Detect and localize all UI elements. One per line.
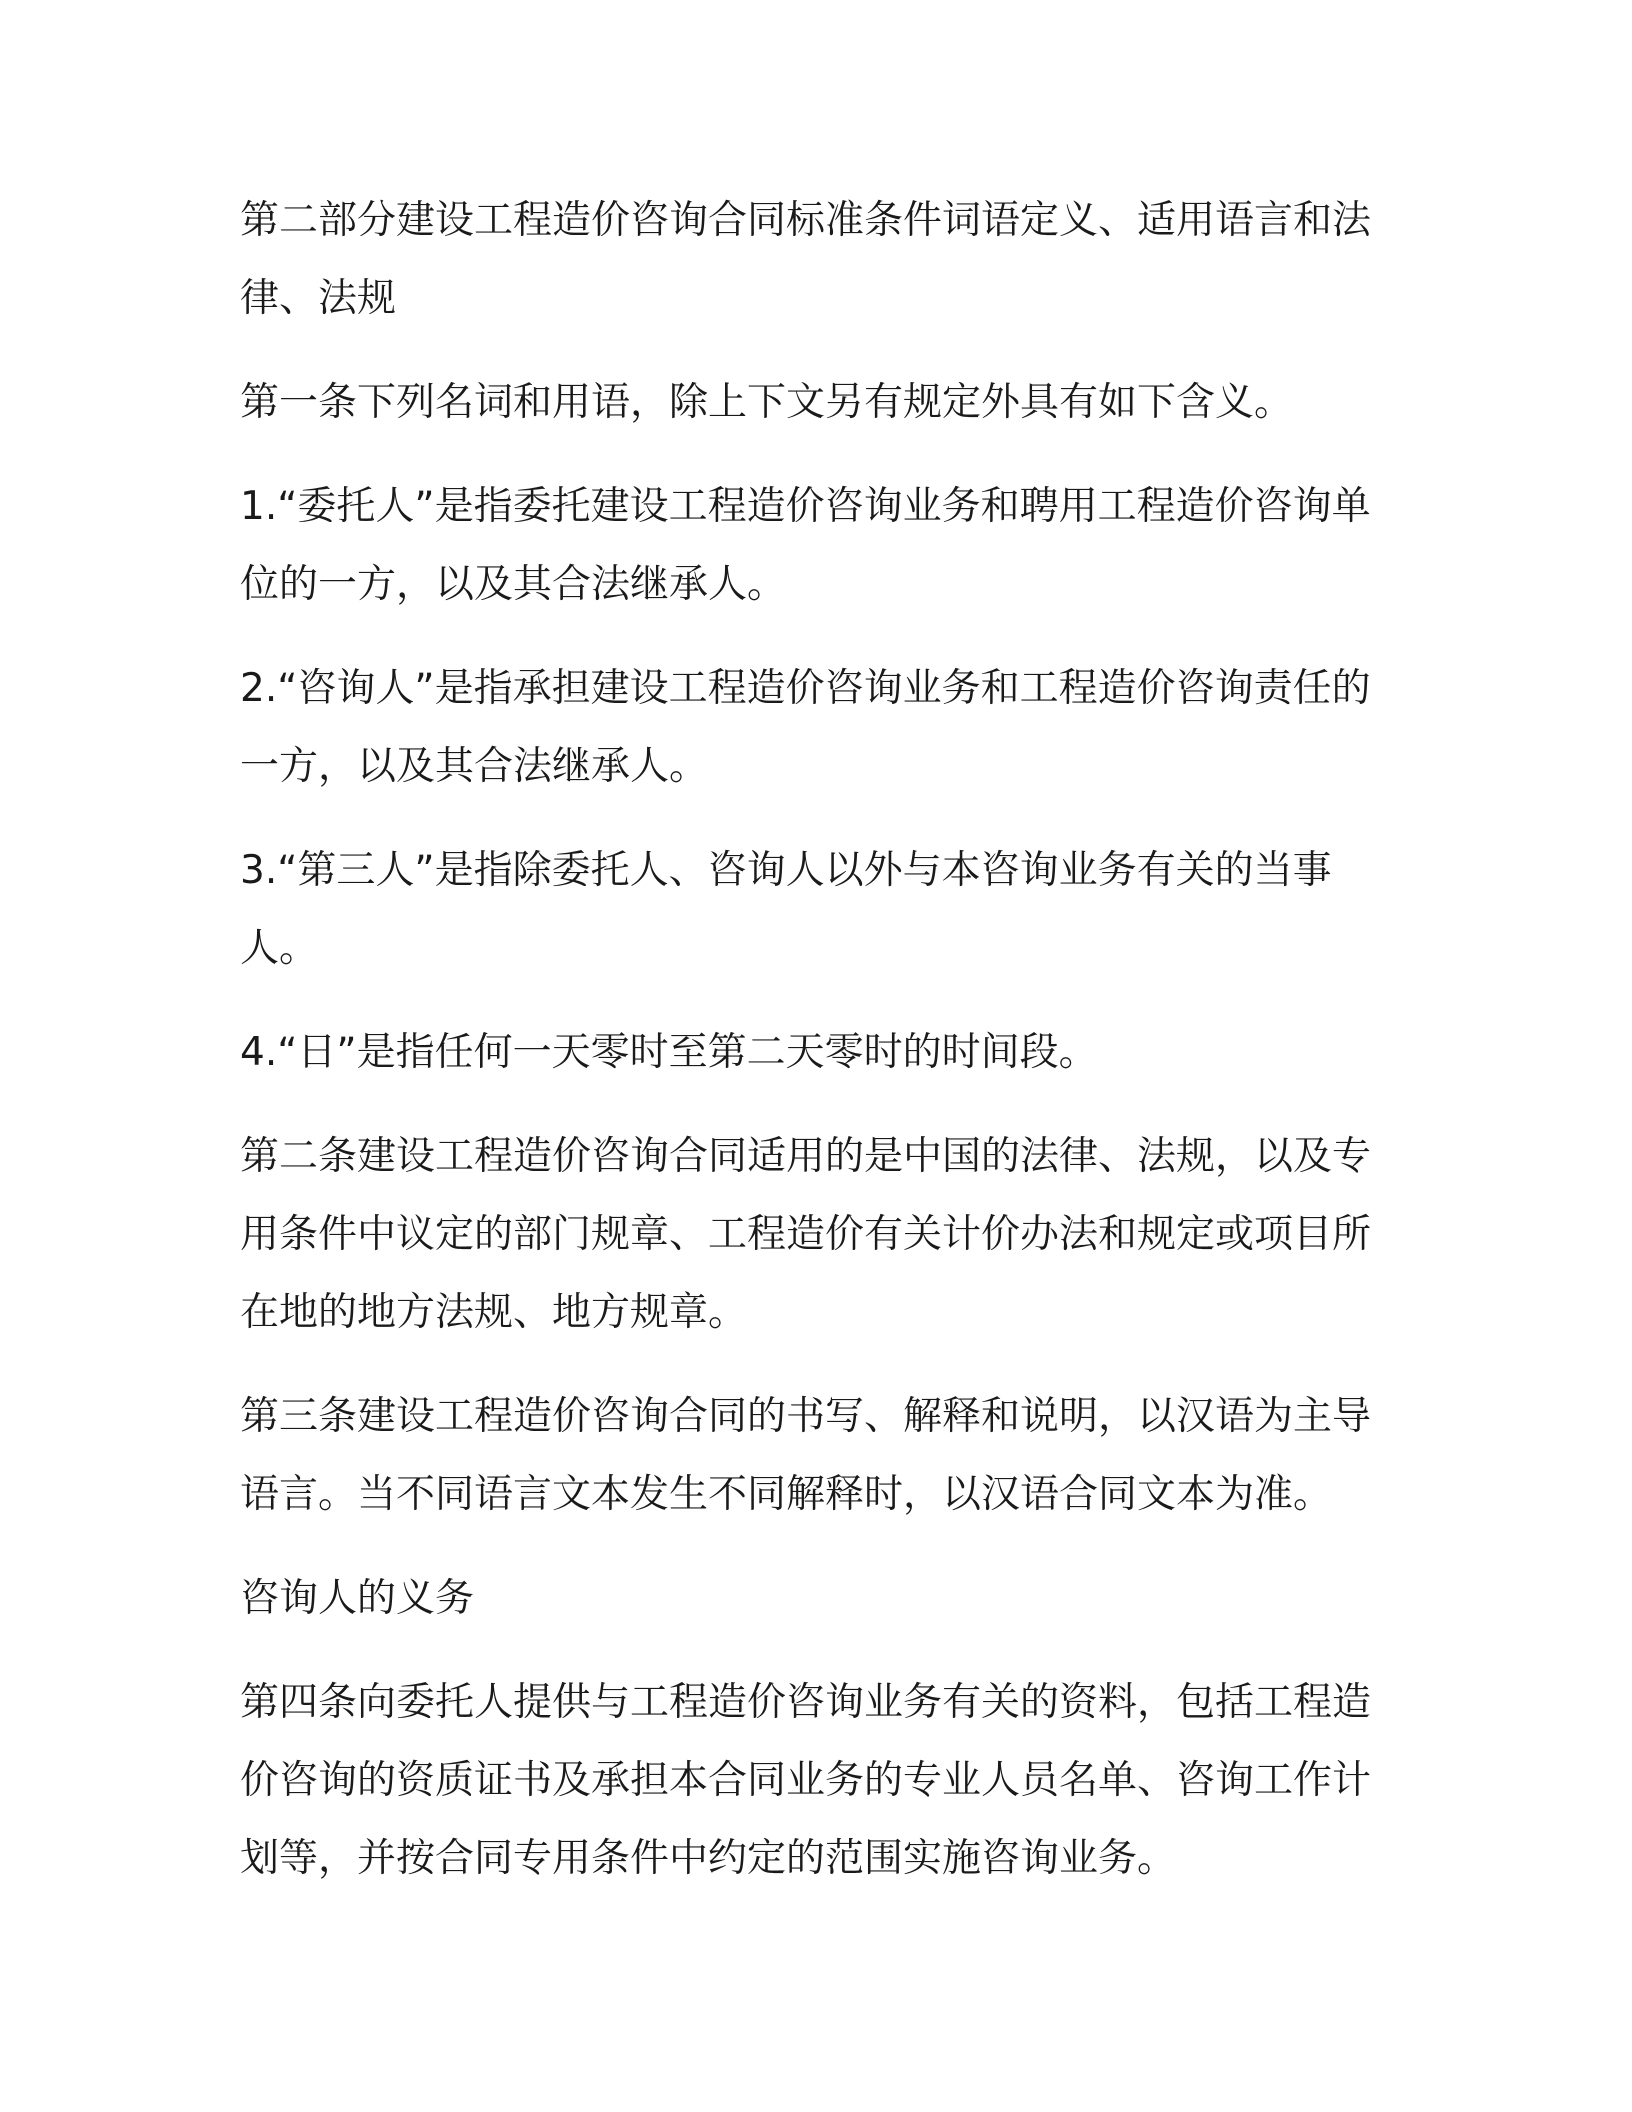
article-1: 第一条下列名词和用语，除上下文另有规定外具有如下含义。 (240, 380, 1294, 425)
definition-item-2: 2.“咨询人”是指承担建设工程造价咨询业务和工程造价咨询责任的一方，以及其合法继承人。 (240, 666, 1371, 789)
definition-item-3: 3.“第三人”是指除委托人、咨询人以外与本咨询业务有关的当事人。 (240, 848, 1332, 971)
article-2: 第二条建设工程造价咨询合同适用的是中国的法律、法规，以及专用条件中议定的部门规章、工程造价有关计价办法和规定或项目所在地的地方法规、地方规章。 (240, 1134, 1372, 1335)
section-heading: 第二部分建设工程造价咨询合同标准条件词语定义、适用语言和法律、法规 (240, 198, 1372, 321)
subsection-heading: 咨询人的义务 (240, 1576, 475, 1621)
document-page (240, 182, 1400, 1898)
definition-item-1: 1.“委托人”是指委托建设工程造价咨询业务和聘用工程造价咨询单位的一方，以及其合法继承人。 (240, 484, 1371, 607)
article-4: 第四条向委托人提供与工程造价咨询业务有关的资料，包括工程造价咨询的资质证书及承担本合同业务的专业人员名单、咨询工作计划等，并按合同专用条件中约定的范围实施咨询业务。 (240, 1680, 1372, 1881)
definition-item-4: 4.“日”是指任何一天零时至第二天零时的时间段。 (240, 1030, 1098, 1075)
article-3: 第三条建设工程造价咨询合同的书写、解释和说明，以汉语为主导语言。当不同语言文本发生不同解释时，以汉语合同文本为准。 (240, 1394, 1372, 1517)
